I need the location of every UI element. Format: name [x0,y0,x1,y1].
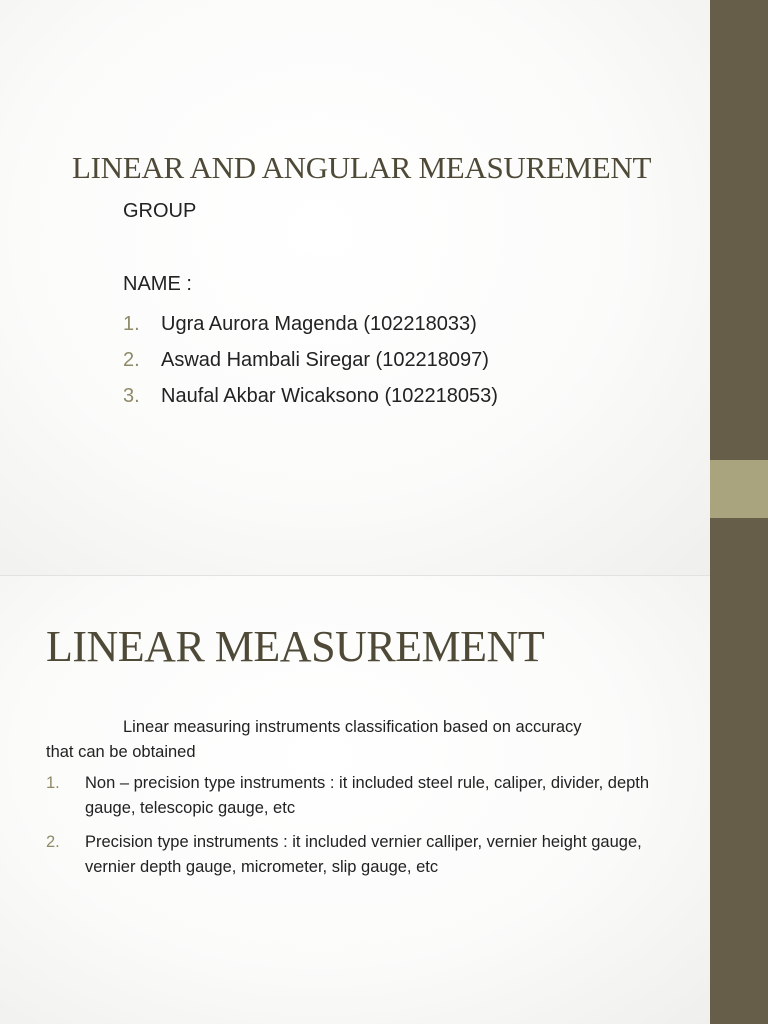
list-number: 2. [46,833,60,851]
member-name: Aswad Hambali Siregar (102218097) [161,349,489,371]
list-number: 1. [123,313,140,335]
intro-paragraph [46,715,676,765]
group-label: GROUP [123,200,197,222]
list-number: 2. [123,349,140,371]
slide-2-title: LINEAR MEASUREMENT [46,622,545,671]
intro-line-1: Linear measuring instruments classification based on accuracy [123,718,582,736]
point-text: Non – precision type instruments : it included steel rule, caliper, divider, depth gauge, telescopic gauge, etc [85,774,650,817]
list-item [123,346,498,382]
slide-2 [0,575,710,1024]
list-number: 1. [46,774,60,792]
member-name: Naufal Akbar Wicaksono (102218053) [161,385,498,407]
list-item [123,310,498,346]
list-item [46,830,676,880]
list-number: 3. [123,385,140,407]
list-item [46,771,676,821]
list-item [123,382,498,418]
name-label: NAME : [123,273,192,295]
point-text: Precision type instruments : it included vernier calliper, vernier height gauge, vernier depth gauge, micrometer, slip gauge, etc [85,833,642,876]
sidebar-accent-block [710,460,768,518]
instrument-list [46,771,676,889]
member-list [123,310,498,418]
intro-line-2: that can be obtained [46,743,196,761]
slide-1-title: LINEAR AND ANGULAR MEASUREMENT [72,150,652,185]
member-name: Ugra Aurora Magenda (102218033) [161,313,477,335]
